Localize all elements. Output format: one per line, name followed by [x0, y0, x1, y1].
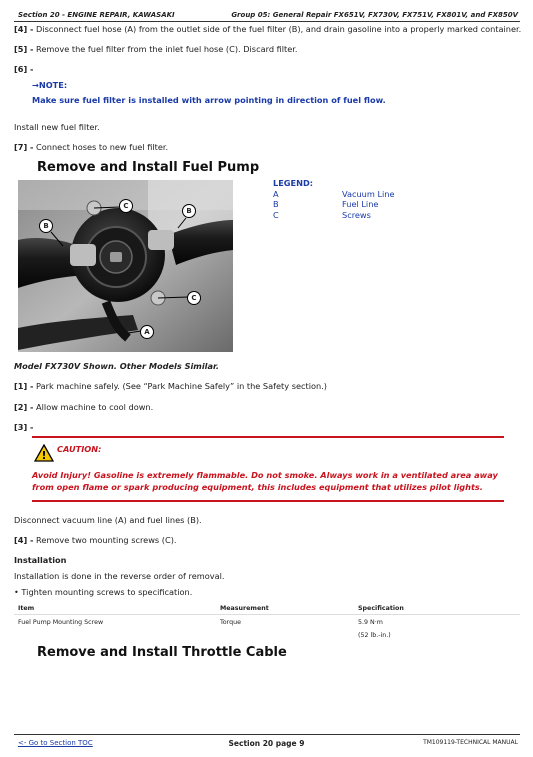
- photo-caption: Model FX730V Shown. Other Models Similar.: [14, 361, 219, 371]
- warning-triangle-icon: [34, 444, 54, 466]
- callout-c-bottom: C: [187, 291, 201, 305]
- step-1-park-machine: [1] - Park machine safely. (See “Park Machine Safely” in the Safety section.): [14, 381, 327, 391]
- installation-heading: Installation: [14, 555, 67, 565]
- step-5-remove-filter: [5] - Remove the fuel filter from the inlet fuel hose (C). Discard filter.: [14, 44, 298, 54]
- table-cell-spec-imperial: (52 lb.-in.): [358, 632, 391, 639]
- step-2-cool-down: [2] - Allow machine to cool down.: [14, 402, 154, 412]
- step-4-remove-screws: [4] - Remove two mounting screws (C).: [14, 535, 177, 545]
- section-heading-fuel-pump: Remove and Install Fuel Pump: [37, 160, 260, 175]
- legend-value-a: Vacuum Line: [342, 189, 395, 199]
- table-header-measurement: Measurement: [220, 605, 269, 612]
- fuel-pump-photo: [18, 180, 233, 352]
- legend-value-c: Screws: [342, 210, 371, 220]
- note-title: →NOTE:: [32, 80, 68, 90]
- table-cell-spec-metric: 5.9 N·m: [358, 619, 383, 626]
- table-cell-item: Fuel Pump Mounting Screw: [18, 619, 104, 626]
- table-cell-measurement: Torque: [220, 619, 241, 626]
- step-4-disconnect-hose: [4] - Disconnect fuel hose (A) from the outlet side of the fuel filter (B), and drain gasoline into a properly marked container.: [14, 24, 522, 34]
- section-heading-throttle-cable: Remove and Install Throttle Cable: [37, 645, 287, 660]
- caution-bottom-rule: [32, 500, 504, 502]
- table-divider: [14, 614, 520, 615]
- disconnect-lines-text: Disconnect vacuum line (A) and fuel lines (B).: [14, 515, 202, 525]
- footer-manual-id: TM109119-TECHNICAL MANUAL: [423, 739, 518, 746]
- caution-top-rule: [32, 436, 504, 438]
- footer-page-number: Section 20 page 9: [228, 739, 305, 748]
- header-rule: [14, 21, 520, 22]
- note-body: Make sure fuel filter is installed with arrow pointing in direction of fuel flow.: [32, 95, 386, 105]
- table-header-specification: Specification: [358, 605, 404, 612]
- step-7-connect-hoses: [7] - Connect hoses to new fuel filter.: [14, 142, 169, 152]
- caution-title: CAUTION:: [57, 444, 102, 454]
- footer-rule: [14, 734, 520, 735]
- header-section-title: Section 20 - ENGINE REPAIR, KAWASAKI: [18, 11, 175, 19]
- legend-key-a: A: [273, 189, 279, 199]
- caution-line-2: from open flame or spark producing equipment, this includes equipment that utilizes pilot lights.: [32, 482, 483, 492]
- callout-c-top: C: [119, 199, 133, 213]
- table-header-item: Item: [18, 605, 35, 612]
- step-6: [6] -: [14, 64, 34, 74]
- callout-a: A: [140, 325, 154, 339]
- go-to-section-toc-link[interactable]: <- Go to Section TOC: [18, 739, 93, 747]
- legend-title: LEGEND:: [273, 178, 314, 188]
- callout-b-right: B: [182, 204, 196, 218]
- tighten-bullet: • Tighten mounting screws to specification.: [14, 587, 193, 597]
- callout-b-left: B: [39, 219, 53, 233]
- svg-text:!: !: [41, 449, 47, 462]
- legend-key-b: B: [273, 199, 279, 209]
- step-3: [3] -: [14, 422, 34, 432]
- header-group-title: Group 05: General Repair FX651V, FX730V, FX751V, FX801V, and FX850V: [231, 11, 518, 19]
- legend-key-c: C: [273, 210, 279, 220]
- legend-value-b: Fuel Line: [342, 199, 379, 209]
- install-filter-text: Install new fuel filter.: [14, 122, 100, 132]
- caution-line-1: Avoid Injury! Gasoline is extremely flammable. Do not smoke. Always work in a ventilated area away: [32, 470, 498, 480]
- installation-text: Installation is done in the reverse order of removal.: [14, 571, 225, 581]
